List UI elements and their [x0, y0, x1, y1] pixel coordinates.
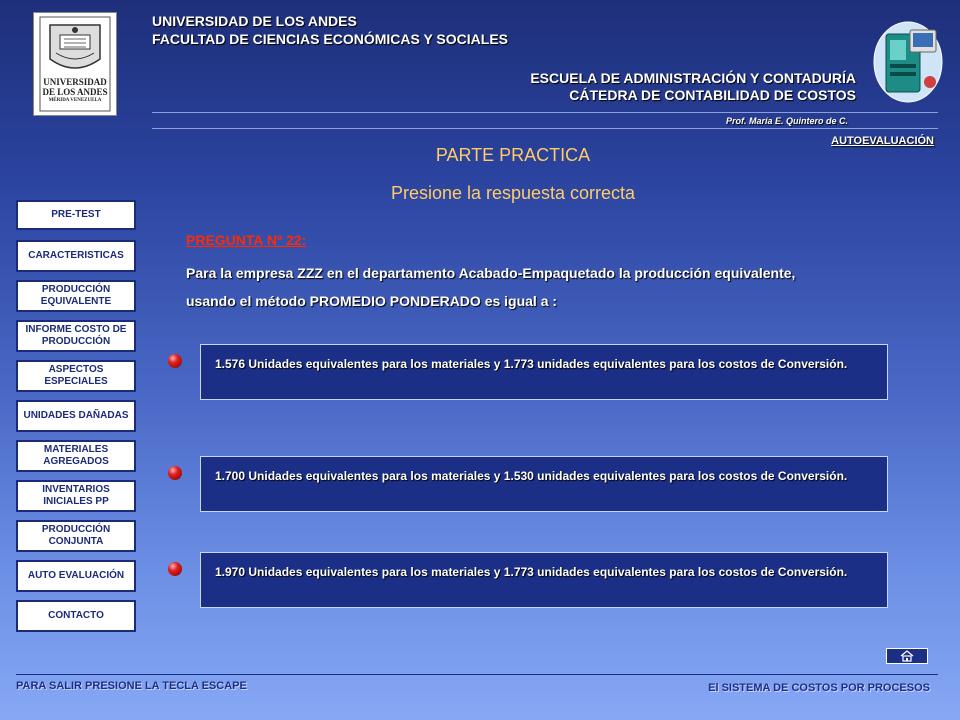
menu-materiales-agregados[interactable]: MATERIALES AGREGADOS [16, 440, 136, 472]
autoevaluacion-link[interactable]: AUTOEVALUACIÓN [831, 135, 934, 147]
logo-text-2: DE LOS ANDES [42, 87, 108, 97]
professor-name: Prof. María E. Quintero de C. [725, 116, 848, 126]
exit-hint: PARA SALIR PRESIONE LA TECLA ESCAPE [16, 680, 247, 692]
menu-auto-evaluacion[interactable]: AUTO EVALUACIÓN [16, 560, 136, 592]
menu-informe-costo[interactable]: INFORME COSTO DE PRODUCCIÓN [16, 320, 136, 352]
question-label: PREGUNTA Nº 22: [186, 232, 307, 248]
menu-aspectos-especiales[interactable]: ASPECTOS ESPECIALES [16, 360, 136, 392]
university-logo [33, 12, 117, 116]
menu-caracteristicas[interactable]: CARACTERISTICAS [16, 240, 136, 272]
question-line-1: Para la empresa ZZZ en el departamento Acabado-Empaquetado la producción equivalente, [186, 265, 796, 281]
logo-text-1: UNIVERSIDAD [43, 77, 107, 87]
answer-bullet-icon [168, 562, 182, 576]
computer-clipart-icon [870, 16, 946, 108]
system-name: El SISTEMA DE COSTOS POR PROCESOS [708, 682, 930, 694]
menu-produccion-conjunta[interactable]: PRODUCCIÓN CONJUNTA [16, 520, 136, 552]
page-subtitle: Presione la respuesta correcta [390, 183, 636, 203]
answer-option-3[interactable]: 1.970 Unidades equivalentes para los materiales y 1.773 unidades equivalentes para los costos de Conversión. [200, 552, 888, 608]
menu-unidades-danadas[interactable]: UNIDADES DAÑADAS [16, 400, 136, 432]
faculty-name: FACULTAD DE CIENCIAS ECONÓMICAS Y SOCIALES [152, 31, 508, 47]
answer-option-2[interactable]: 1.700 Unidades equivalentes para los materiales y 1.530 unidades equivalentes para los costos de Conversión. [200, 456, 888, 512]
home-button[interactable] [886, 648, 928, 664]
logo-text-3: MÉRIDA VENEZUELA [48, 98, 102, 103]
school-name: ESCUELA DE ADMINISTRACIÓN Y CONTADURÍA [530, 70, 856, 86]
answer-option-1[interactable]: 1.576 Unidades equivalentes para los materiales y 1.773 unidades equivalentes para los costos de Conversión. [200, 344, 888, 400]
menu-contacto[interactable]: CONTACTO [16, 600, 136, 632]
menu-pre-test[interactable]: PRE-TEST [16, 200, 136, 230]
home-icon [900, 650, 914, 662]
header-divider-2 [152, 128, 938, 129]
answer-bullet-icon [168, 466, 182, 480]
question-line-2: usando el método PROMEDIO PONDERADO es igual a : [186, 293, 558, 309]
page-title: PARTE PRACTICA [435, 145, 591, 165]
footer-divider [16, 674, 938, 675]
menu-produccion-equivalente[interactable]: PRODUCCIÓN EQUIVALENTE [16, 280, 136, 312]
header-divider [152, 112, 938, 113]
answer-bullet-icon [168, 354, 182, 368]
university-name: UNIVERSIDAD DE LOS ANDES [152, 13, 357, 29]
menu-inventarios-iniciales[interactable]: INVENTARIOS INICIALES PP [16, 480, 136, 512]
chair-name: CÁTEDRA DE CONTABILIDAD DE COSTOS [569, 87, 856, 103]
